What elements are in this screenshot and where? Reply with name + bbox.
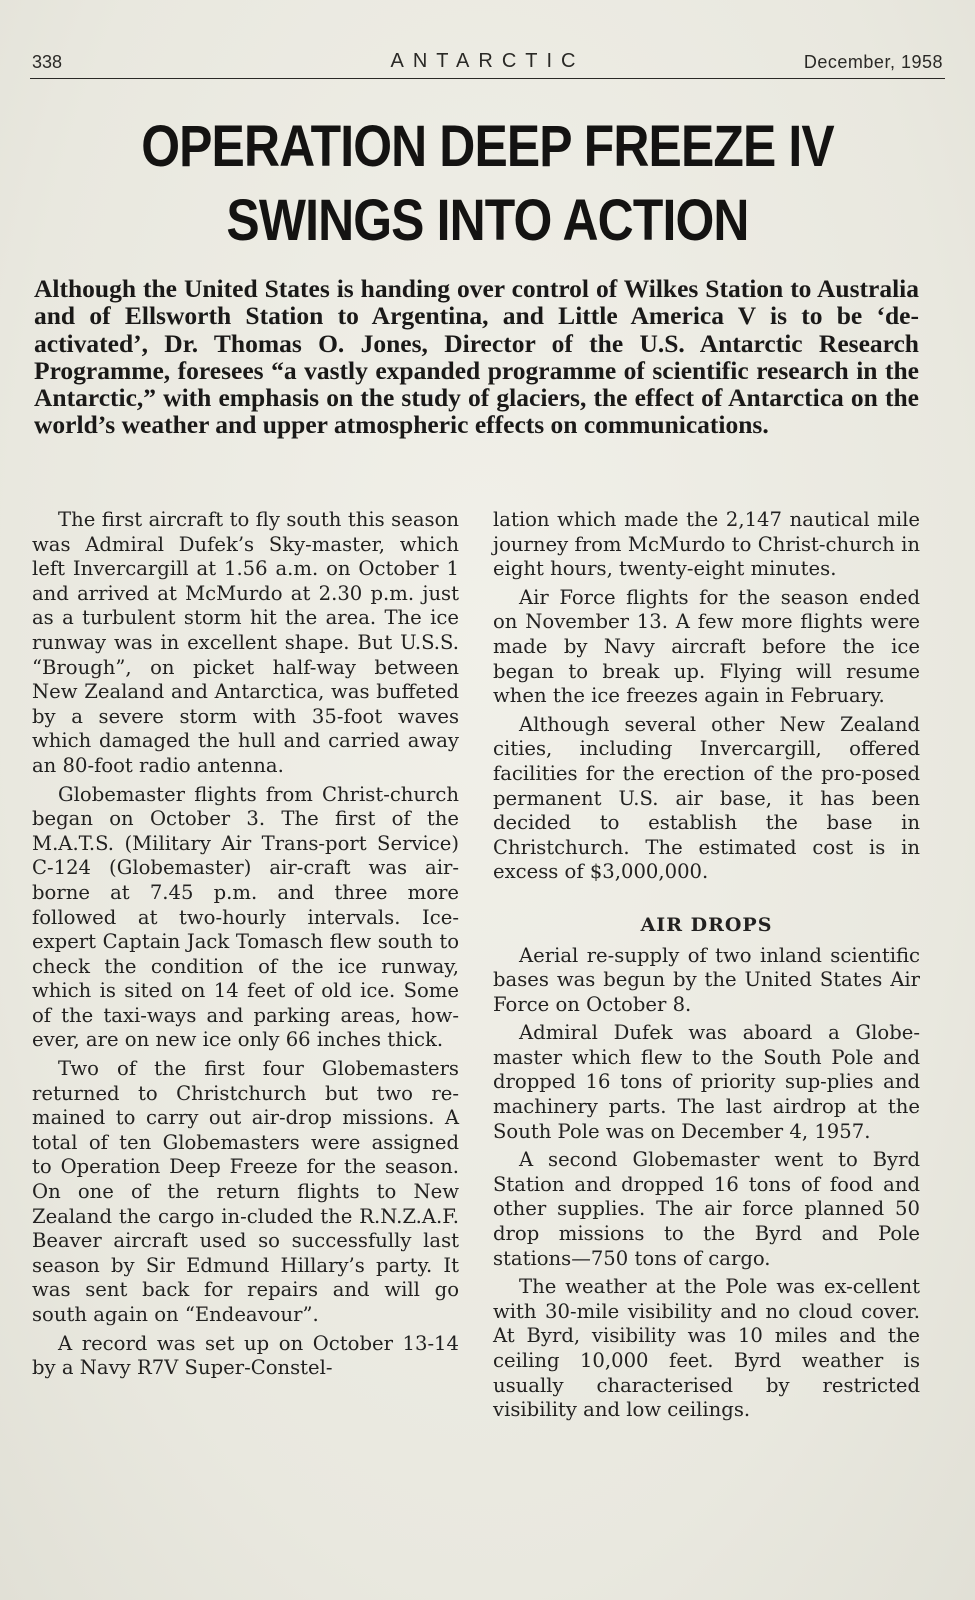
right-column xyxy=(493,508,920,1423)
running-head xyxy=(32,48,943,78)
journal-title: ANTARCTIC xyxy=(390,50,585,72)
paragraph: Two of the first four Globemasters returned to Christchurch but two re-mained to carry out air-drop missions. A total of ten Globemasters were assigned to Operation Deep Freeze for the season. On one of the return flights to New Zealand the cargo in-cluded the R.N.Z.A.F. Beaver aircraft used so successfully last season by Sir Edmund Hillary’s party. It was sent back for repairs and will go south again on “Endeavour”. xyxy=(32,1057,459,1326)
paragraph: Globemaster flights from Christ-church began on October 3. The first of the M.A.T.S. (Military Air Trans-port Service) C-124 (Globemaster) air-craft was air-borne at 7.45 p.m. and three more followed at two-hourly intervals. Ice-expert Captain Jack Tomasch flew south to check the condition of the ice runway, which is sited on 14 feet of old ice. Some of the taxi-ways and parking areas, how-ever, are on new ice only 66 inches thick. xyxy=(32,782,459,1052)
paragraph: Aerial re-supply of two inland scientific bases was begun by the United States Air Force on October 8. xyxy=(493,943,920,1016)
section-subheading: AIR DROPS xyxy=(640,913,773,936)
page-number: 338 xyxy=(32,52,63,72)
paragraph: The first aircraft to fly south this season was Admiral Dufek’s Sky-master, which left Invercargill at 1.56 a.m. on October 1 and arrived at McMurdo at 2.30 p.m. just as a turbulent storm hit the area. The ice runway was in excellent shape. But U.S.S. “Brough”, on picket half-way between New Zealand and Antarctica, was buffeted by a severe storm with 35-foot waves which damaged the hull and carried away an 80-foot radio antenna. xyxy=(32,508,459,777)
paragraph: The weather at the Pole was ex-cellent with 30-mile visibility and no cloud cover. At Byrd, visibility was 10 miles and the ceiling 10,000 feet. Byrd weather is usually characterised by restricted visibility and low ceilings. xyxy=(493,1275,920,1422)
issue-date: December, 1958 xyxy=(803,52,943,72)
paragraph: Admiral Dufek was aboard a Globe-master which flew to the South Pole and dropped 16 tons of priority sup-plies and machinery parts. The last airdrop at the South Pole was on December 4, 1957. xyxy=(493,1021,920,1143)
paragraph: Air Force flights for the season ended on November 13. A few more flights were made by Navy aircraft before the ice began to break up. Flying will resume when the ice freezes again in February. xyxy=(493,585,920,708)
headline-line-2: SWINGS INTO ACTION xyxy=(226,188,749,253)
header-rule xyxy=(30,78,945,79)
paragraph-continued: lation which made the 2,147 nautical mile journey from McMurdo to Christ-church in eight hours, twenty-eight minutes. xyxy=(493,508,920,581)
headline-line-1: OPERATION DEEP FREEZE IV xyxy=(141,114,834,179)
article-standfirst: Although the United States is handing over control of Wilkes Station to Australia and of Ellsworth Station to Argentina, and Little America V is to be ‘de-activated’, Dr. Thomas O. Jones, Director of the U.S. Antarctic Research Programme, foresees “a vastly expanded programme of scientific research in the Antarctic,” with emphasis on the study of glaciers, the effect of Antarctica on the world’s weather and upper atmospheric effects on communications. xyxy=(34,274,919,440)
left-column xyxy=(32,508,459,1381)
paragraph: A second Globemaster went to Byrd Station and dropped 16 tons of food and other supplies. The air force planned 50 drop missions to the Byrd and Pole stations—750 tons of cargo. xyxy=(493,1148,920,1270)
paragraph: Although several other New Zealand cities, including Invercargill, offered facilities for the erection of the pro-posed permanent U.S. air base, it has been decided to establish the base in Christchurch. The estimated cost is in excess of $3,000,000. xyxy=(493,712,920,884)
paragraph: A record was set up on October 13-14 by a Navy R7V Super-Constel- xyxy=(32,1331,459,1380)
article-headline xyxy=(103,110,873,258)
